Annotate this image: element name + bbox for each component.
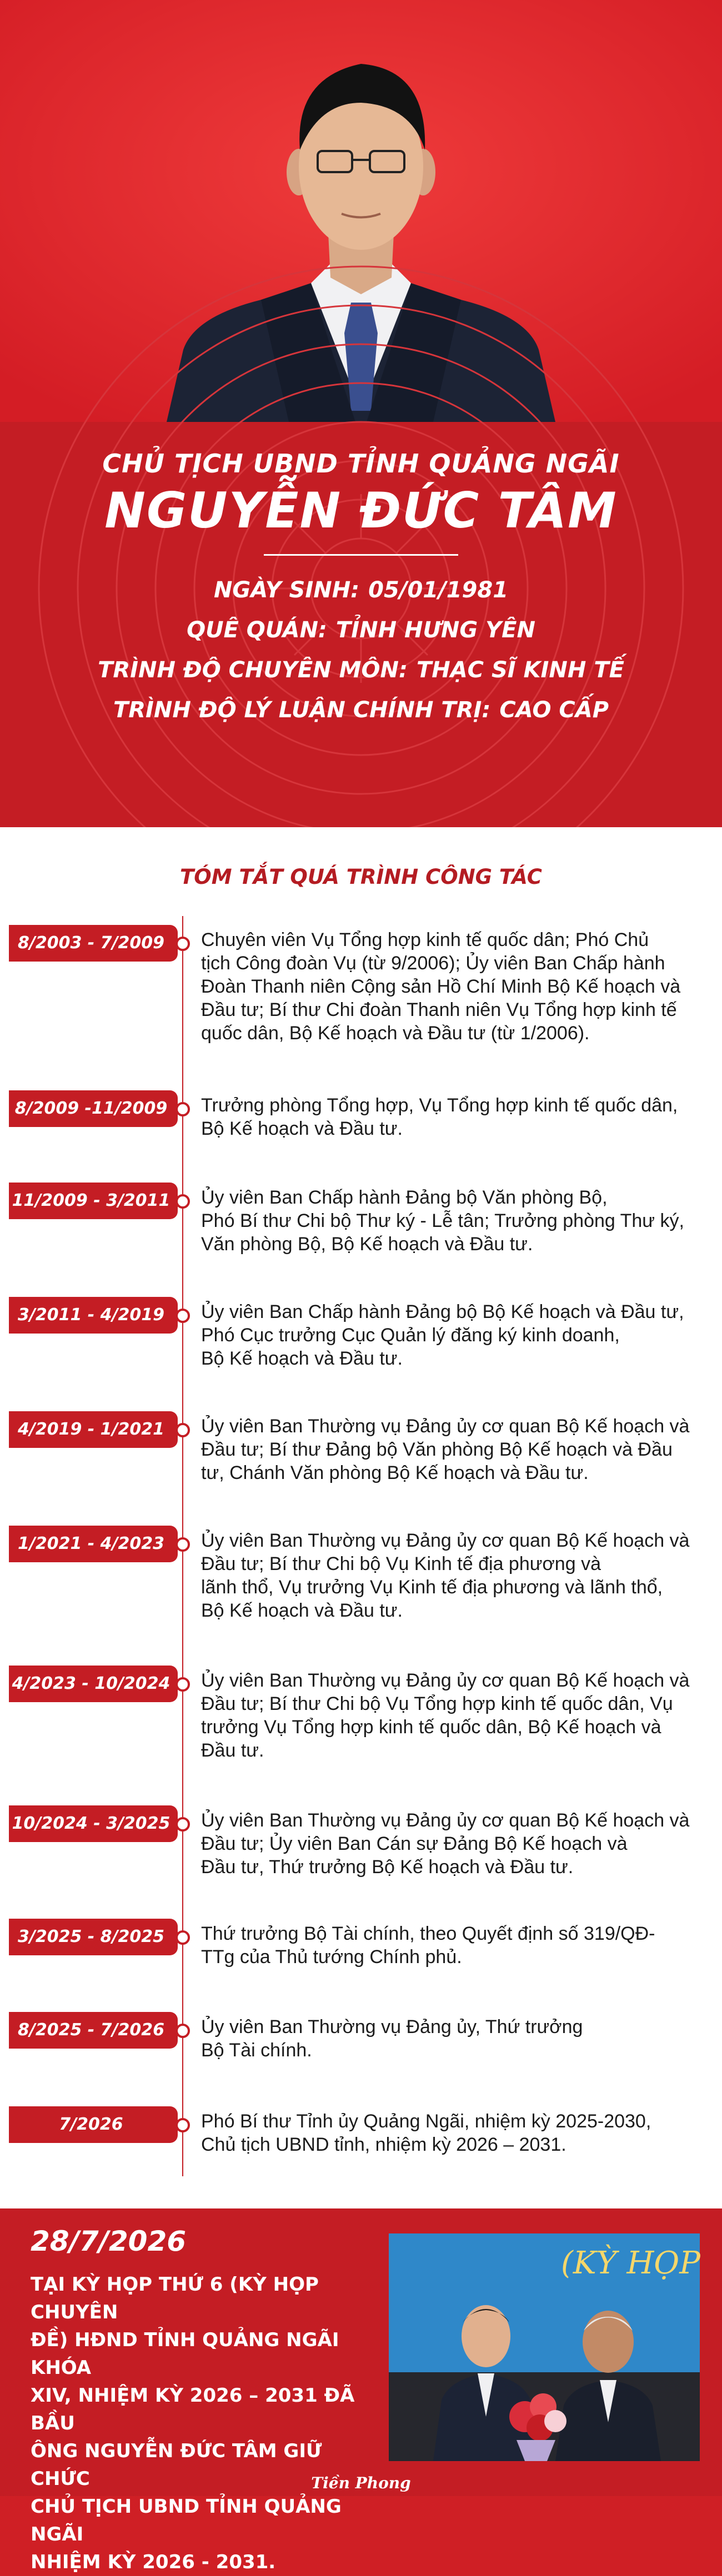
profile-header — [0, 422, 722, 827]
period-badge: 8/2009 -11/2009 — [9, 1090, 178, 1127]
info-value: 05/01/1981 — [368, 577, 509, 603]
desc-line: Đầu tư; Ủy viên Ban Cán sự Đảng Bộ Kế hoạch và — [201, 1833, 628, 1854]
election-summary — [31, 2271, 369, 2576]
desc-line: Đầu tư; Bí thư Chi bộ Vụ Kinh tế địa phương và — [201, 1553, 601, 1574]
info-label: NGÀY SINH: — [213, 577, 360, 603]
period-badge: 1/2021 - 4/2023 — [9, 1526, 178, 1562]
desc-line: Phó Cục trưởng Cục Quản lý đăng ký kinh doanh, — [201, 1325, 620, 1346]
election-footer — [0, 2208, 722, 2573]
desc-line: Ủy viên Ban Thường vụ Đảng ủy, Thứ trưởng — [201, 2016, 583, 2037]
desc-line: Đoàn Thanh niên Cộng sản Hồ Chí Minh Bộ Kế hoạch và — [201, 976, 681, 997]
desc-line: TTg của Thủ tướng Chính phủ. — [201, 1946, 462, 1968]
summary-line: ÔNG NGUYỄN ĐỨC TÂM GIỮ CHỨC — [31, 2440, 322, 2490]
period-badge: 11/2009 - 3/2011 — [9, 1183, 178, 1219]
publisher-logo: Tiền Phong — [311, 2474, 411, 2492]
info-label: QUÊ QUÁN: — [187, 617, 327, 643]
desc-line: Ủy viên Ban Chấp hành Đảng bộ Bộ Kế hoạch và Đầu tư, — [201, 1301, 684, 1322]
ceremony-photo — [389, 2233, 700, 2461]
desc-line: Thứ trưởng Bộ Tài chính, theo Quyết định số 319/QĐ- — [201, 1923, 655, 1944]
hero-section — [0, 0, 722, 422]
desc-line: Văn phòng Bộ, Bộ Kế hoạch và Đầu tư. — [201, 1234, 533, 1255]
period-badge: 4/2023 - 10/2024 — [9, 1666, 178, 1702]
person-name: NGUYỄN ĐỨC TÂM — [104, 482, 618, 539]
desc-line: Phó Bí thư Chi bộ Thư ký - Lễ tân; Trưởng phòng Thư ký, — [201, 1210, 684, 1231]
ceremony-photo-art — [389, 2233, 700, 2461]
desc-line: Bộ Kế hoạch và Đầu tư. — [201, 1348, 403, 1369]
timeline-dot — [176, 1930, 190, 1945]
info-value: TỈNH HƯNG YÊN — [335, 617, 535, 643]
desc-line: Ủy viên Ban Chấp hành Đảng bộ Văn phòng Bộ, — [201, 1187, 608, 1208]
summary-line: XIV, NHIỆM KỲ 2026 – 2031 ĐÃ BẦU — [31, 2384, 355, 2434]
timeline-dot — [176, 1102, 190, 1116]
period-badge: 3/2011 - 4/2019 — [9, 1297, 178, 1334]
period-badge: 7/2026 — [9, 2106, 178, 2143]
desc-line: Chủ tịch UBND tỉnh, nhiệm kỳ 2026 – 2031. — [201, 2134, 566, 2155]
desc-line: Bộ Kế hoạch và Đầu tư. — [201, 1118, 403, 1139]
position-title: CHỦ TỊCH UBND TỈNH QUẢNG NGÃI — [102, 449, 620, 479]
timeline-title: TÓM TẮT QUÁ TRÌNH CÔNG TÁC — [180, 865, 542, 889]
desc-line: Bộ Kế hoạch và Đầu tư. — [201, 1600, 403, 1621]
desc-line: tịch Công đoàn Vụ (từ 9/2006); Ủy viên Ban Chấp hành — [201, 953, 665, 974]
desc-line: Đầu tư, Thứ trưởng Bộ Kế hoạch và Đầu tư. — [201, 1856, 574, 1878]
entry-description — [201, 2110, 701, 2156]
info-hometown — [0, 617, 722, 643]
timeline-dot — [176, 1194, 190, 1209]
desc-line: Ủy viên Ban Thường vụ Đảng ủy cơ quan Bộ Kế hoạch và — [201, 1670, 690, 1691]
entry-description — [201, 1529, 701, 1622]
desc-line: Ủy viên Ban Thường vụ Đảng ủy cơ quan Bộ Kế hoạch và — [201, 1530, 690, 1551]
desc-line: quốc dân, Bộ Kế hoạch và Đầu tư (từ 1/2006). — [201, 1023, 590, 1044]
period-badge: 8/2003 - 7/2009 — [9, 925, 178, 962]
desc-line: Ủy viên Ban Thường vụ Đảng ủy cơ quan Bộ Kế hoạch và — [201, 1416, 690, 1437]
desc-line: Ủy viên Ban Thường vụ Đảng ủy cơ quan Bộ Kế hoạch và — [201, 1810, 690, 1831]
timeline-dot — [176, 1817, 190, 1832]
photo-sign-text: (KỲ HỌP — [561, 2245, 700, 2281]
period-badge: 4/2019 - 1/2021 — [9, 1411, 178, 1448]
career-timeline — [0, 827, 722, 2208]
desc-line: Đầu tư; Bí thư Chi đoàn Thanh niên Vụ Tổng hợp kinh tế — [201, 999, 677, 1020]
timeline-dot — [176, 937, 190, 951]
summary-line: NHIỆM KỲ 2026 - 2031. — [31, 2551, 276, 2573]
election-date: 28/7/2026 — [31, 2225, 187, 2257]
entry-description — [201, 2015, 701, 2062]
summary-line: ĐỀ) HĐND TỈNH QUẢNG NGÃI KHÓA — [31, 2329, 339, 2379]
info-value: CAO CẤP — [499, 697, 609, 723]
timeline-dot — [176, 1423, 190, 1437]
desc-line: tư, Chánh Văn phòng Bộ Kế hoạch và Đầu tư. — [201, 1462, 589, 1483]
info-birthdate — [0, 577, 722, 603]
period-badge: 3/2025 - 8/2025 — [9, 1919, 178, 1955]
timeline-dot — [176, 2118, 190, 2132]
name-divider — [264, 554, 458, 556]
period-badge: 10/2024 - 3/2025 — [9, 1805, 178, 1842]
desc-line: Trưởng phòng Tổng hợp, Vụ Tổng hợp kinh tế quốc dân, — [201, 1095, 678, 1116]
timeline-dot — [176, 1677, 190, 1692]
info-label: TRÌNH ĐỘ CHUYÊN MÔN: — [98, 657, 408, 683]
timeline-dot — [176, 1309, 190, 1323]
entry-description — [201, 1809, 701, 1879]
summary-line: CHỦ TỊCH UBND TỈNH QUẢNG NGÃI — [31, 2496, 342, 2545]
entry-description — [201, 928, 701, 1045]
entry-description — [201, 1186, 701, 1256]
timeline-dot — [176, 1537, 190, 1552]
desc-line: Bộ Tài chính. — [201, 2040, 312, 2061]
summary-line: TẠI KỲ HỌP THỨ 6 (KỲ HỌP CHUYÊN — [31, 2273, 319, 2323]
desc-line: Đầu tư. — [201, 1740, 264, 1761]
entry-description — [201, 1094, 701, 1140]
desc-line: trưởng Vụ Tổng hợp kinh tế quốc dân, Bộ Kế hoạch và — [201, 1717, 661, 1738]
desc-line: Đầu tư; Bí thư Đảng bộ Văn phòng Bộ Kế hoạch và Đầu — [201, 1439, 673, 1460]
entry-description — [201, 1300, 701, 1370]
desc-line: Đầu tư; Bí thư Chi bộ Vụ Tổng hợp kinh tế quốc dân, Vụ — [201, 1693, 673, 1714]
period-badge: 8/2025 - 7/2026 — [9, 2012, 178, 2049]
info-political-theory — [0, 697, 722, 723]
portrait-photo — [0, 0, 722, 422]
info-education — [0, 657, 722, 683]
info-label: TRÌNH ĐỘ LÝ LUẬN CHÍNH TRỊ: — [113, 697, 491, 723]
desc-line: lãnh thổ, Vụ trưởng Vụ Kinh tế địa phương và lãnh thổ, — [201, 1577, 663, 1598]
info-value: THẠC SĨ KINH TẾ — [416, 657, 624, 683]
entry-description — [201, 1669, 701, 1762]
timeline-dot — [176, 2024, 190, 2038]
entry-description — [201, 1922, 701, 1969]
desc-line: Chuyên viên Vụ Tổng hợp kinh tế quốc dân; Phó Chủ — [201, 929, 649, 950]
entry-description — [201, 1415, 701, 1485]
desc-line: Phó Bí thư Tỉnh ủy Quảng Ngãi, nhiệm kỳ 2025-2030, — [201, 2111, 651, 2132]
